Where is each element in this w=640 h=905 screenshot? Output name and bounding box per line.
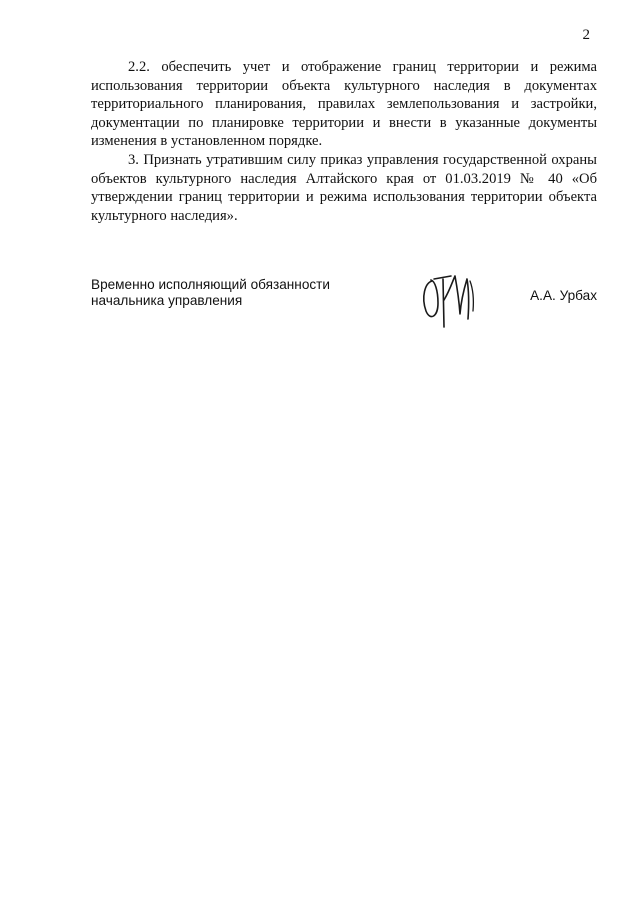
signatory-title-line-2: начальника управления — [91, 292, 243, 308]
paragraph-3: 3. Признать утратившим силу приказ управления государственной охраны объектов культурного наследия Алтайского края от 01.03.2019 № 40 «Об утверждении границ территории и режима использования территории объекта культурного наследия». — [91, 151, 597, 224]
page-number: 2 — [582, 27, 590, 43]
signatory-title — [91, 277, 330, 308]
signatory-name: А.А. Урбах — [530, 288, 597, 303]
paragraph-2-2: 2.2. обеспечить учет и отображение границ территории и режима использования территории объекта культурного наследия в документах территориального планирования, правилах землепользования и застройки, документации по планировке территории и внести в указанные документы изменения в установленном порядке. — [91, 59, 597, 150]
handwritten-signature — [418, 267, 480, 329]
signature-block — [91, 277, 597, 337]
signatory-title-line-1: Временно исполняющий обязанности — [91, 277, 330, 292]
document-body — [91, 58, 597, 225]
